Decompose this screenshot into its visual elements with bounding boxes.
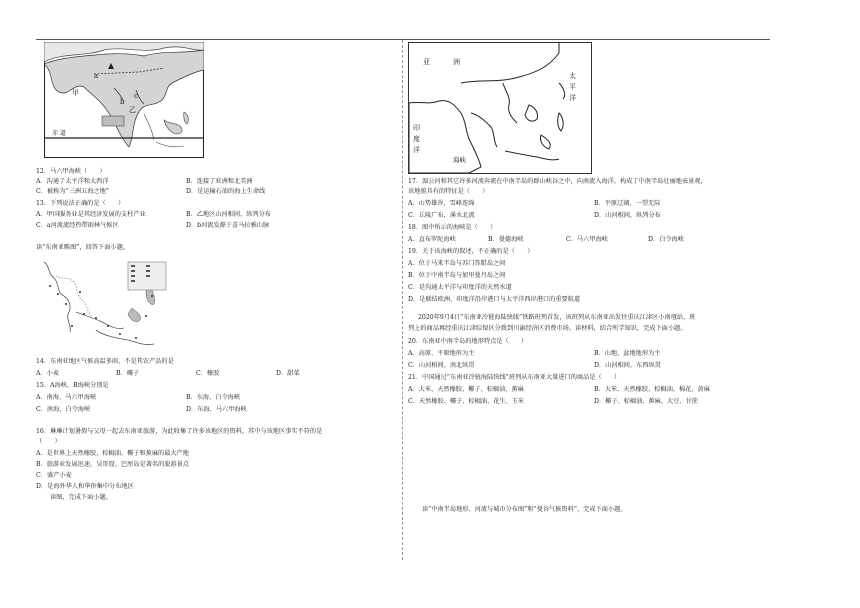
q18-option-a[interactable]: A．直布罗陀海峡 bbox=[408, 236, 456, 243]
q18-option-c[interactable]: C．马六甲海峡 bbox=[566, 236, 608, 243]
map2-label-asia: 亚 洲 bbox=[423, 58, 468, 66]
q18-option-d[interactable]: D．白令海峡 bbox=[648, 236, 684, 243]
q16-option-c[interactable]: C．盛产小麦 bbox=[36, 472, 72, 479]
q14-option-b[interactable]: B．椰子 bbox=[116, 370, 140, 377]
q17-option-c[interactable]: C．丘陵广布，溪水北流 bbox=[408, 212, 475, 219]
right-column-tail-instruction: 读“中南半岛地形、河流与城市分布图”和“曼谷气候资料”，完成下面小题。 bbox=[422, 506, 627, 513]
q15-stem: 15．A海峡、B海峡分别是 bbox=[36, 382, 109, 389]
q12-option-d[interactable]: D．是运输石油的海上生命线 bbox=[186, 188, 266, 195]
q13-option-b[interactable]: B．乙地区山河相间，纵列分布 bbox=[186, 211, 271, 218]
q13-option-d[interactable]: D．b河流发源于喜马拉雅山脉 bbox=[186, 222, 270, 229]
map-label-c: c bbox=[134, 92, 138, 100]
q21-option-a[interactable]: A．大米、天然橡胶、椰子、棕榈油、蕉麻 bbox=[408, 386, 524, 393]
map-south-asia-southeast-asia bbox=[44, 42, 204, 158]
q12-option-a[interactable]: A．沟通了太平洋和大西洋 bbox=[36, 178, 109, 185]
q12-stem: 12．马六甲海峡（ ） bbox=[36, 168, 106, 175]
q17-option-d[interactable]: D．山河相间，纵列分布 bbox=[594, 212, 661, 219]
q17-option-b[interactable]: B．平原辽阔，一望无际 bbox=[594, 200, 661, 207]
q14-stem: 14．东南亚地区气候高温多雨，不是其农产品的是 bbox=[36, 358, 174, 365]
q21-option-b[interactable]: B．大米、天然橡胶、棕榈油、棉花、黄麻 bbox=[594, 386, 710, 393]
q18-stem: 18．图中所示的海峡是（ ） bbox=[408, 224, 497, 231]
q20-option-a[interactable]: A．高原、平原地形为主 bbox=[408, 350, 475, 357]
map-label-yi: 乙 bbox=[129, 106, 136, 114]
q12-option-c[interactable]: C．被称为“三洲五海之地” bbox=[36, 188, 109, 195]
q21-option-c[interactable]: C．天然橡胶、椰子、棕榈油、花生、玉米 bbox=[408, 398, 525, 405]
q19-option-b[interactable]: B．位于中南半岛与加里曼丹岛之间 bbox=[408, 272, 506, 279]
material-intro-line1: 2020年9月4日“东南亚冷链海陆快线”铁路班列首发，该班列从东南亚出发往重庆江津区小南垭站，班 bbox=[418, 314, 696, 321]
map-label-jia: 甲 bbox=[72, 89, 79, 97]
q16-stem-line2: （ ） bbox=[36, 438, 61, 445]
q20-option-b[interactable]: B．山地、盆地地形为主 bbox=[594, 350, 661, 357]
q15-option-d[interactable]: D．东海、马六甲海峡 bbox=[186, 406, 247, 413]
q20-option-d[interactable]: D．山河相间、东西纵贯 bbox=[594, 362, 661, 369]
map-southeast-asia-sketch bbox=[36, 256, 178, 352]
q17-option-a[interactable]: A．山势雄浑，雪峰连绵 bbox=[408, 200, 475, 207]
q16-stem-line1: 16．琳琳计划暑假与父母一起去东南亚旅游，为此收集了许多该地区的资料，其中与该地区事实不符的是 bbox=[36, 428, 323, 435]
q14-option-d[interactable]: D．甜菜 bbox=[276, 370, 300, 377]
q15-option-c[interactable]: C．南海、白令海峡 bbox=[36, 406, 91, 413]
q13-option-a[interactable]: A．甲国服务业是其经济发展的支柱产业 bbox=[36, 211, 146, 218]
q14-option-a[interactable]: A．小麦 bbox=[36, 370, 60, 377]
q12-option-b[interactable]: B．连接了亚洲和北美洲 bbox=[186, 178, 253, 185]
map-label-b: b bbox=[120, 98, 125, 106]
q20-stem: 20．东南亚中南半岛的地形特点是（ ） bbox=[408, 338, 528, 345]
q16-option-b[interactable]: B．旅游业发展迅速，吴哥窟、巴厘岛是著名的旅游景点 bbox=[36, 461, 190, 468]
q14-option-c[interactable]: C．橡胶 bbox=[196, 370, 220, 377]
map-strait-figure bbox=[408, 42, 592, 174]
q21-stem: 21．中国通过“东南亚冷链海陆快线”班列从东南亚大量进口的商品是（ ） bbox=[408, 374, 621, 381]
left-column-tail-instruction: 读图，完成下面小题。 bbox=[50, 494, 112, 501]
q19-option-c[interactable]: C．是沟通太平洋与印度洋的天然水道 bbox=[408, 284, 512, 291]
top-rule bbox=[36, 39, 770, 40]
q17-stem-line1: 17．湄公河和其它许多河流奔流在中南半岛的群山峡谷之中，向南流入海洋，构成了中南半岛壮丽地表景观， bbox=[408, 178, 707, 185]
q16-option-d[interactable]: D．是海外华人和华侨集中分布地区 bbox=[36, 483, 134, 490]
q19-option-a[interactable]: A．位于马来半岛与苏门答腊岛之间 bbox=[408, 260, 506, 267]
q18-option-b[interactable]: B．曼德海峡 bbox=[488, 236, 524, 243]
map2-label-strait: 海峡 bbox=[453, 156, 466, 164]
q20-option-c[interactable]: C．山河相间、南北纵贯 bbox=[408, 362, 475, 369]
section-intro-southeast-asia-map: 读“东南亚略图”，回答下面小题。 bbox=[36, 244, 129, 251]
q13-option-c[interactable]: C．a河流流经热带雨林气候区 bbox=[36, 222, 119, 229]
q19-option-d[interactable]: D．是联结欧洲、印度洋沿岸港口与太平洋西岸港口的重要航道 bbox=[408, 296, 581, 303]
q16-option-a[interactable]: A．是世界上天然橡胶、棕榈油、椰子和蕉麻的最大产地 bbox=[36, 450, 189, 457]
q21-option-d[interactable]: D．椰子、棕榈油、蕉麻、大豆、甘蔗 bbox=[594, 398, 698, 405]
q17-stem-line2: 该地貌具有的特征是（ ） bbox=[408, 188, 489, 195]
map2-label-indian: 印度洋 bbox=[413, 124, 420, 154]
column-divider bbox=[402, 40, 403, 560]
map-label-a: a bbox=[94, 72, 99, 80]
southeast-asia-sketch-graphic bbox=[36, 256, 178, 352]
map-label-equator: 赤 道 bbox=[52, 130, 66, 137]
q19-stem: 19．关于该海峡的叙述，不正确的是（ ） bbox=[408, 248, 534, 255]
map2-label-pacific: 太平洋 bbox=[569, 72, 576, 102]
q15-option-a[interactable]: A．南海、马六甲海峡 bbox=[36, 394, 97, 401]
q13-stem: 13．下列说法正确的是（ ） bbox=[36, 200, 125, 207]
material-intro-line2: 列上的商品再经重庆江津综保区分拨到川渝经济区消费市场。读材料，结合所学知识，完成下面小题。 bbox=[408, 325, 687, 332]
q15-option-b[interactable]: B．东海、白令海峡 bbox=[186, 394, 241, 401]
